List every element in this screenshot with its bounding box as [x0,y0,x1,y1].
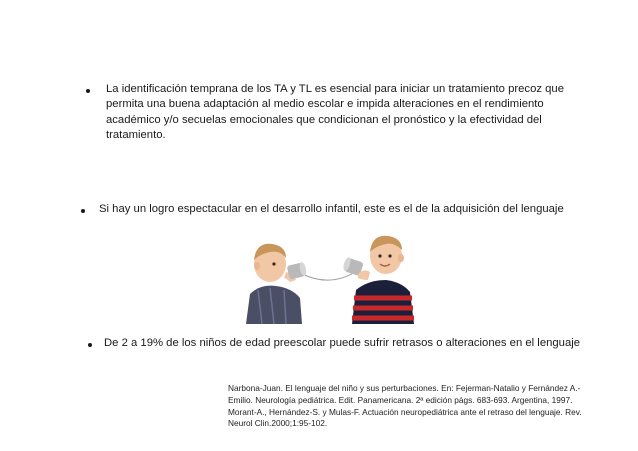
reference-line: Emilio. Neurología pediátrica. Edit. Panamericana. 2ª edición págs. 683-693. Argentina, 1997. [228,394,573,405]
reference-line: Narbona-Juan. El lenguaje del niño y sus perturbaciones. En: Fejerman-Natalio y Fernández A.- [228,383,581,393]
right-child-figure [342,236,414,324]
bullet-early-identification [106,82,576,144]
bullet-marker [86,89,90,93]
children-tin-can-telephone-icon [240,228,420,324]
references [228,383,628,430]
bullet-marker [88,343,92,347]
bullet-line: tratamiento. [106,129,166,142]
bullet-line: La identificación temprana de los TA y TL es esencial para iniciar un tratamiento precoz que [106,83,564,95]
left-child-figure [246,244,307,324]
bullet-line: permita una buena adaptación al medio escolar e impida alteraciones en el rendimiento [106,98,544,111]
bullet-preschool-statistic: De 2 a 19% de los niños de edad preescolar puede sufrir retrasos o alteraciones en el lenguaje [104,337,581,349]
bullet-line: académico y/o secuelas emocionales que condicionan el pronóstico y la efectividad del [106,113,542,126]
reference-line: Neurol Clin.2000;1:95-102. [228,418,328,429]
bullet-marker [81,209,85,213]
bullet-language-acquisition: Si hay un logro espectacular en el desarrollo infantil, este es el de la adquisición del lenguaje [99,203,564,215]
reference-line: Morant-A., Hernández-S. y Mulas-F. Actuación neuropediátrica ante el retraso del lenguaje. Rev. [228,406,582,417]
